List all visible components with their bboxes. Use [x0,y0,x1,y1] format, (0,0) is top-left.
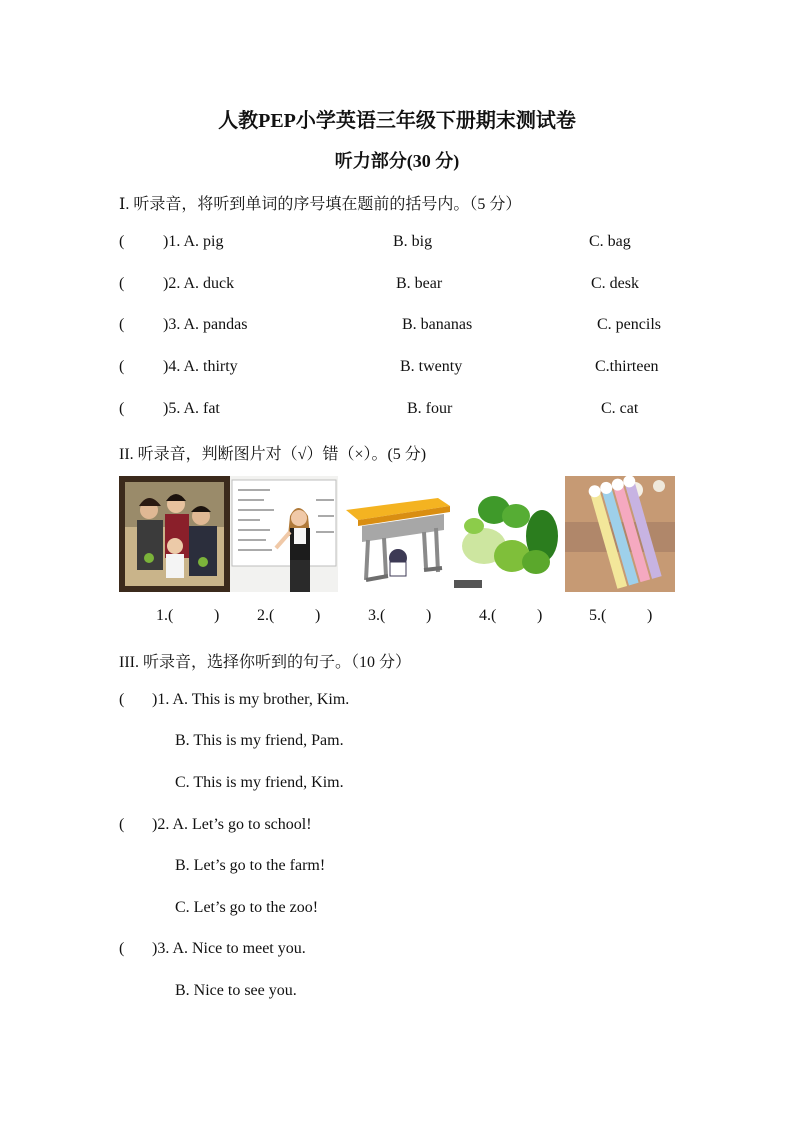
vegetables [454,476,565,592]
answer-paren: ) [315,607,321,624]
option-b: B. Let’s go to the farm! [175,857,326,874]
question-row [119,316,719,338]
page-title: 人教PEP小学英语三年级下册期末测试卷 [218,110,576,132]
answer-paren[interactable]: 5.( [589,607,607,624]
family-photo [119,476,230,592]
option-c: C. cat [601,400,639,417]
option-a: )3. A. pandas [163,316,248,333]
answer-paren[interactable]: ( [119,691,125,708]
option-a: )1. A. This is my brother, Kim. [152,691,350,708]
answer-paren[interactable]: ( [119,940,125,957]
option-c: C. desk [591,275,639,292]
section1-heading: Ⅰ. 听录音，将听到单词的序号填在题前的括号内。（5 分） [119,196,522,213]
option-c: C. bag [589,233,631,250]
option-b: B. bananas [402,316,473,333]
option-a: )3. A. Nice to meet you. [152,940,306,957]
page-subtitle: 听力部分(30 分) [334,151,460,171]
option-c: C.thirteen [595,358,659,375]
answer-paren[interactable]: ( [119,316,125,333]
option-b: B. Nice to see you. [175,982,297,999]
option-a: )5. A. fat [163,400,220,417]
question-row [119,358,719,380]
question-row [119,400,719,422]
option-a: )2. A. Let’s go to school! [152,816,312,833]
question-row [119,233,719,255]
option-c: C. pencils [597,316,661,333]
picture-strip [119,476,675,592]
picture-answer-row [0,607,794,629]
answer-paren[interactable]: ( [119,233,125,250]
option-b: B. bear [396,275,443,292]
answer-paren: ) [426,607,432,624]
option-a: )1. A. pig [163,233,224,250]
option-c: C. This is my friend, Kim. [175,774,344,791]
answer-paren[interactable]: 3.( [368,607,386,624]
answer-paren[interactable]: ( [119,358,125,375]
answer-paren[interactable]: 2.( [257,607,275,624]
answer-paren: ) [647,607,653,624]
answer-paren[interactable]: 4.( [479,607,497,624]
option-c: C. Let’s go to the zoo! [175,899,319,916]
answer-paren: ) [214,607,220,624]
answer-paren[interactable]: ( [119,400,125,417]
teacher-classroom [230,476,338,592]
option-b: B. four [407,400,453,417]
section3-heading: III. 听录音，选择你听到的句子。（10 分） [119,654,411,671]
answer-paren[interactable]: ( [119,275,125,292]
answer-paren[interactable]: 1.( [156,607,174,624]
option-a: )4. A. thirty [163,358,238,375]
answer-paren: ) [537,607,543,624]
question-row [119,275,719,297]
rulers [565,476,675,592]
option-a: )2. A. duck [163,275,235,292]
section2-heading: II. 听录音，判断图片对（√）错（×）。(5 分) [119,446,427,463]
option-b: B. This is my friend, Pam. [175,732,344,749]
option-b: B. big [393,233,433,250]
option-b: B. twenty [400,358,463,375]
school-desk [338,476,454,592]
answer-paren[interactable]: ( [119,816,125,833]
